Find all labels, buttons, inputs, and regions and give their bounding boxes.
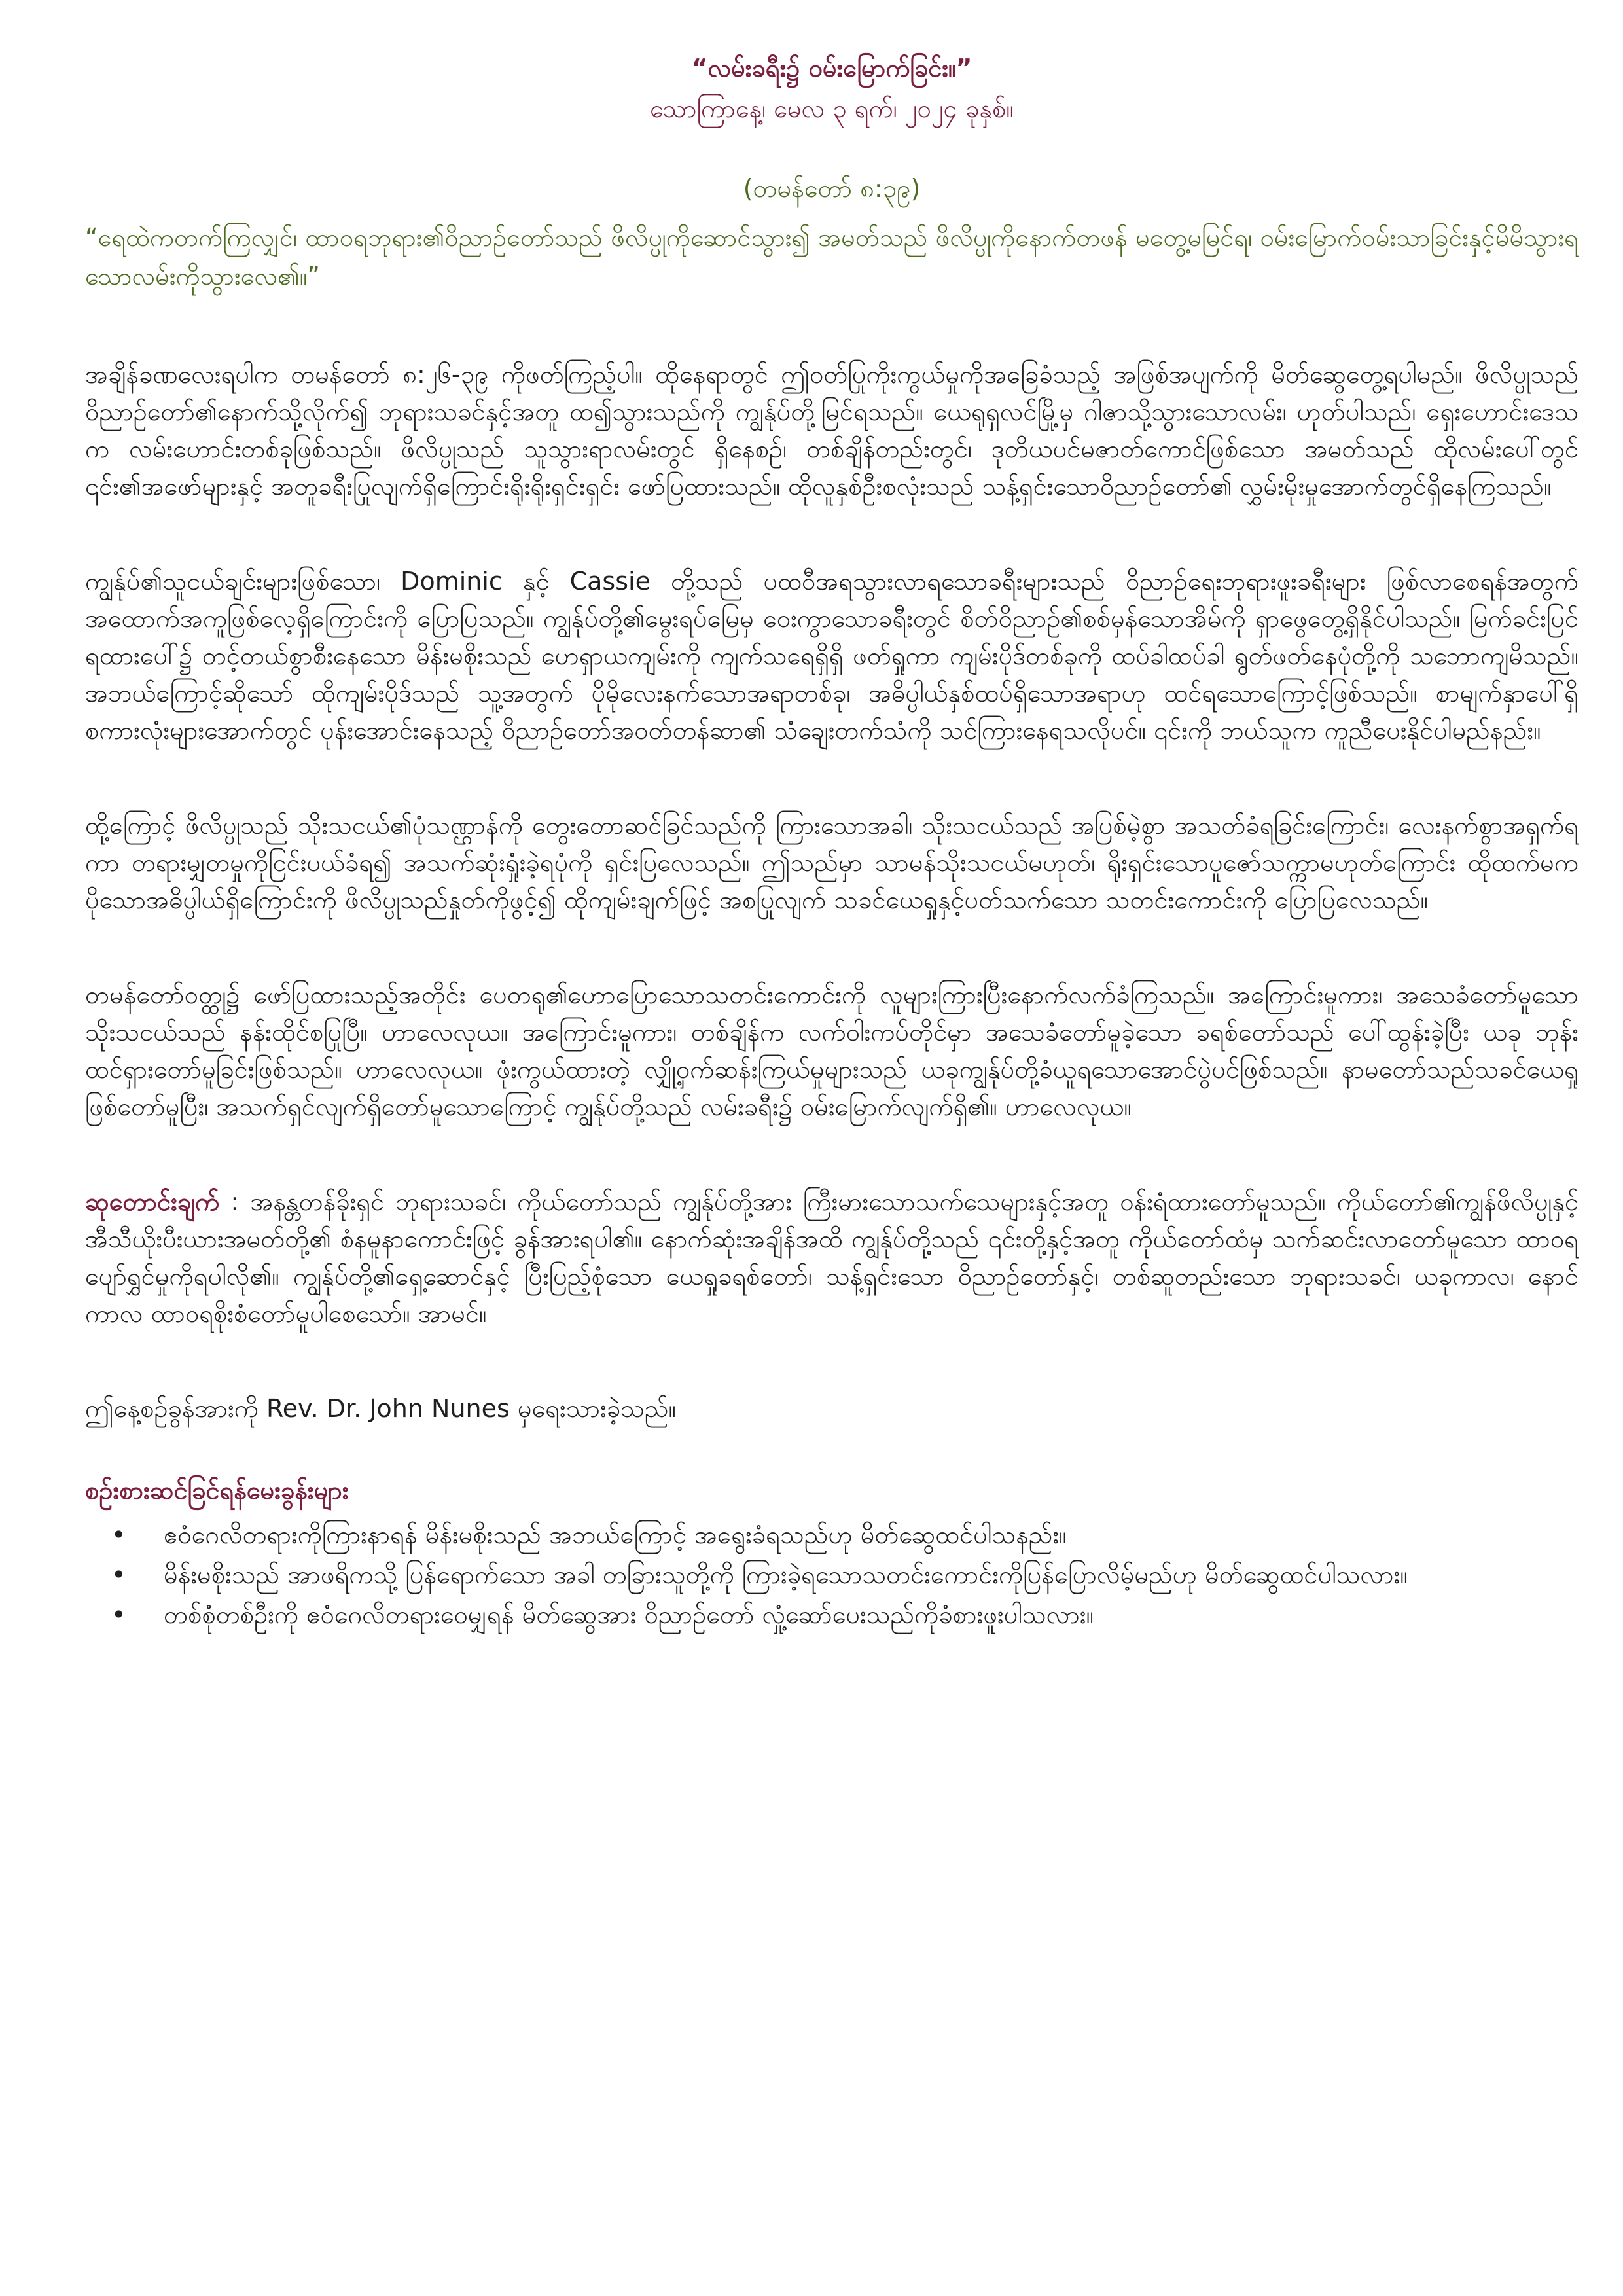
body-paragraph-4: တမန်တော်ဝတ္ထု၌ ဖော်ပြထားသည့်အတိုင်း ပေတရု၏ဟောပြောသောသတင်းကောင်းကို လူများကြားပြီးနောက်လက်ခံကြသည်။ အကြောင်းမူကား၊ အသေခံတော်မူသော သိုးသငယ်သည် နန်းထိုင်စပြုပြီ။ ဟာလေလုယ။ အကြောင်းမူကား၊ တစ်ချိန်က လက်ဝါးကပ်တိုင်မှာ အသေခံတော်မူခဲ့သော ခရစ်တော်သည် ပေါ်ထွန်းခဲ့ပြီး ယခု ဘုန်းထင်ရှားတော်မူခြင်းဖြစ်သည်။ ဟာလေလုယ။ ဖုံးကွယ်ထားတဲ့ လျှို့ဝှက်ဆန်းကြယ်မှုများသည် ယခုကျွန်ုပ်တို့ခံယူရသောအောင်ပွဲပင်ဖြစ်သည်။ နာမတော်သည်သခင်ယေရှုဖြစ်တော်မူပြီး၊ အသက်ရှင်လျက်ရှိတော်မူသောကြောင့် ကျွန်ုပ်တို့သည် လမ်းခရီး၌ ဝမ်းမြောက်လျက်ရှိ၏။ ဟာလေလုယ။ [85, 980, 1578, 1121]
questions-list [85, 1516, 1578, 1634]
question-item [111, 1516, 1578, 1554]
body-paragraph-1: အချိန်ခဏလေးရပါက တမန်တော် ၈:၂၆-၃၉ ကိုဖတ်ကြည့်ပါ။ ထိုနေရာတွင် ဤဝတ်ပြုကိုးကွယ်မှုကိုအခြေခံသည့် အဖြစ်အပျက်ကို မိတ်ဆွေတွေ့ရပါမည်။ ဖိလိပ္ပုသည်ဝိညာဉ်တော်၏နောက်သို့လိုက်၍ ဘုရားသခင်နှင့်အတူ ထ၍သွားသည်ကို ကျွန်ုပ်တို့မြင်ရသည်။ ယေရုရှလင်မြို့မှ ဂါဇာသို့သွားသောလမ်း၊ ဟုတ်ပါသည်၊ ရှေးဟောင်းဒေသက လမ်းဟောင်းတစ်ခုဖြစ်သည်။ ဖိလိပ္ပုသည် သူသွားရာလမ်းတွင် ရှိနေစဉ်၊ တစ်ချိန်တည်းတွင်၊ ဒုတိယပင်မဇာတ်ကောင်ဖြစ်သော အမတ်သည် ထိုလမ်းပေါ်တွင် ၎င်း၏အဖော်များနှင့် အတူခရီးပြုလျက်ရှိကြောင်းရိုးရိုးရှင်းရှင်း ဖော်ပြထားသည်။ ထိုလူနှစ်ဦးစလုံးသည် သန့်ရှင်းသောဝိညာဉ်တော်၏ လွှမ်းမိုးမှုအောက်တွင်ရှိနေကြသည်။ [85, 360, 1578, 501]
author-credit: ဤနေ့စဉ်ခွန်အားကို Rev. Dr. John Nunes မှရေးသားခဲ့သည်။ [85, 1394, 677, 1423]
bullet-icon: • [111, 1560, 126, 1589]
body-paragraph-2: ကျွန်ုပ်၏သူငယ်ချင်းများဖြစ်သော၊ Dominic နှင့် Cassie တို့သည် ပထဝီအရသွားလာရသောခရီးများသည် ဝိညာဉ်ရေးဘုရားဖူးခရီးများ ဖြစ်လာစေရန်အတွက် အထောက်အကူဖြစ်လေ့ရှိကြောင်းကို ပြောပြသည်။ ကျွန်ုပ်တို့၏မွေးရပ်မြေမှ ဝေးကွာသောခရီးတွင် စိတ်ဝိညာဉ်၏စစ်မှန်သောအိမ်ကို ရှာဖွေတွေ့ရှိနိုင်ပါသည်။ မြက်ခင်းပြင်ရထားပေါ်၌ တင့်တယ်စွာစီးနေသော မိန်းမစိုးသည် ဟေရှာယကျမ်းကို ကျက်သရေရှိရှိ ဖတ်ရှုကာ ကျမ်းပိုဒ်တစ်ခုကို ထပ်ခါထပ်ခါ ရွတ်ဖတ်နေပုံတို့ကို သဘောကျမိသည်။ အဘယ်ကြောင့်ဆိုသော် ထိုကျမ်းပိုဒ်သည် သူ့အတွက် ပိုမိုလေးနက်သောအရာတစ်ခု၊ အဓိပ္ပါယ်နှစ်ထပ်ရှိသောအရာဟု ထင်ရသောကြောင့်ဖြစ်သည်။ စာမျက်နှာပေါ်ရှိ စကားလုံးများအောက်တွင် ပုန်းအောင်းနေသည့် ဝိညာဉ်တော်အဝတ်တန်ဆာ၏ သံချေးတက်သံကို သင်ကြားနေရသလိုပင်။ ၎င်းကို ဘယ်သူက ကူညီပေးနိုင်ပါမည်နည်း။ [85, 567, 1578, 745]
question-text: တစ်စုံတစ်ဦးကို ဧဝံဂေလိတရားဝေမျှရန် မိတ်ဆွေအား ဝိညာဉ်တော် လှုံ့ဆော်ပေးသည်ကိုခံစားဖူးပါသလား။ [164, 1600, 1094, 1629]
questions-heading: စဉ်းစားဆင်ခြင်ရန်မေးခွန်းများ [85, 1476, 349, 1505]
prayer-separator: : [219, 1187, 251, 1216]
question-text: ဧဝံဂေလိတရားကိုကြားနာရန် မိန်းမစိုးသည် အဘယ်ကြောင့် အရွေးခံရသည်ဟု မိတ်ဆွေထင်ပါသနည်း။ [164, 1520, 1067, 1549]
question-item [111, 1556, 1578, 1594]
prayer-label: ဆုတောင်းချက် [85, 1187, 220, 1216]
scripture-verse: “ရေထဲကတက်ကြလျှင်၊ ထာဝရဘုရား၏ဝိညာဉ်တော်သည် ဖိလိပ္ပုကိုဆောင်သွား၍ အမတ်သည် ဖိလိပ္ပုကိုနောက်တဖန် မတွေ့မမြင်ရ၊ ဝမ်းမြောက်ဝမ်းသာခြင်းနှင့်မိမိသွားရသောလမ်းကိုသွားလေ၏။” [85, 223, 1578, 291]
prayer-paragraph [85, 1183, 1578, 1333]
bullet-icon: • [111, 1520, 126, 1549]
body-paragraph-3: ထို့ကြောင့် ဖိလိပ္ပုသည် သိုးသငယ်၏ပုံသဏ္ဌာန်ကို တွေးတောဆင်ခြင်သည်ကို ကြားသောအခါ၊ သိုးသငယ်သည် အပြစ်မဲ့စွာ အသတ်ခံရခြင်းကြောင်း၊ လေးနက်စွာအရှက်ရကာ တရားမျှတမှုကိုငြင်းပယ်ခံရ၍ အသက်ဆုံးရှုံးခဲ့ရပုံကို ရှင်းပြလေသည်။ ဤသည်မှာ သာမန်သိုးသငယ်မဟုတ်၊ ရိုးရှင်းသောပူဇော်သက္ကာမဟုတ်ကြောင်း ထိုထက်မက ပိုသောအဓိပ္ပါယ်ရှိကြောင်းကို ဖိလိပ္ပုသည်နှုတ်ကိုဖွင့်၍ ထိုကျမ်းချက်ဖြင့် အစပြုလျက် သခင်ယေရှုနှင့်ပတ်သက်သော သတင်းကောင်းကို ပြောပြလေသည်။ [85, 811, 1578, 914]
scripture-reference: (တမန်တော် ၈:၃၉) [743, 174, 921, 203]
bullet-icon: • [111, 1600, 126, 1629]
devotional-title: “လမ်းခရီး၌ ဝမ်းမြောက်ခြင်း။” [691, 54, 972, 82]
question-text: မိန်းမစိုးသည် အာဖရိကသို့ ပြန်ရောက်သော အခါ တခြားသူတို့ကို ကြားခဲ့ရသောသတင်းကောင်းကိုပြန်ပြောလိမ့်မည်ဟု မိတ်ဆွေထင်ပါသလား။ [164, 1560, 1408, 1589]
devotional-date: သောကြာနေ့၊ မေလ ၃ ရက်၊ ၂၀၂၄ ခုနှစ်။ [650, 94, 1014, 123]
devotional-page [85, 46, 1578, 1636]
prayer-text: အနန္တတန်ခိုးရှင် ဘုရားသခင်၊ ကိုယ်တော်သည် ကျွန်ုပ်တို့အား ကြီးမားသောသက်သေများနှင့်အတူ ဝန်းရံထားတော်မူသည်။ ကိုယ်တော်၏ကျွန်ဖိလိပ္ပုနှင့် အီသီယိုးပီးယားအမတ်တို့၏ စံနမူနာကောင်းဖြင့် ခွန်အားရပါ၏။ နောက်ဆုံးအချိန်အထိ ကျွန်ုပ်တို့သည် ၎င်းတို့နှင့်အတူ ကိုယ်တော်ထံမှ သက်ဆင်းလာတော်မူသော ထာဝရပျော်ရွှင်မှုကိုရပါလို၏။ ကျွန်ုပ်တို့၏ရှေ့ဆောင်နှင့် ပြီးပြည့်စုံသော ယေရှုခရစ်တော်၊ သန့်ရှင်းသော ဝိညာဉ်တော်နှင့်၊ တစ်ဆူတည်းသော ဘုရားသခင်၊ ယခုကာလ၊ နောင်ကာလ ထာဝရစိုးစံတော်မူပါစေသော်။ အာမင်။ [85, 1187, 1578, 1328]
question-item [111, 1596, 1578, 1634]
